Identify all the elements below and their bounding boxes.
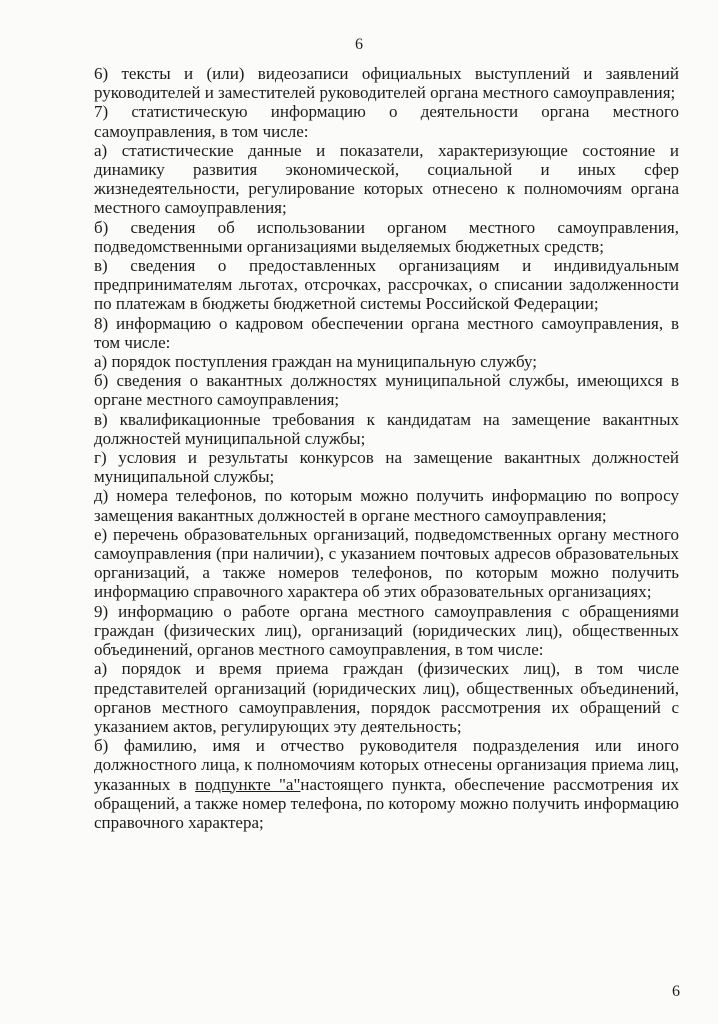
subpoint-a-link[interactable]: подпункте "а" <box>195 774 301 794</box>
paragraph-7: 7) статистическую информацию о деятельности органа местного самоуправления, в том числе: <box>94 102 679 141</box>
paragraph-6: 6) тексты и (или) видеозаписи официальных выступлений и заявлений руководителей и заместителей руководителей органа местного самоуправления; <box>94 64 679 103</box>
paragraph-7v: в) сведения о предоставленных организациям и индивидуальным предпринимателям льготах, отсрочках, рассрочках, о списании задолженности по платежам в бюджеты бюджетной системы Российской Федерации; <box>94 256 679 314</box>
paragraph-9b <box>94 736 679 832</box>
paragraph-8g: г) условия и результаты конкурсов на замещение вакантных должностей муниципальной службы; <box>94 448 679 487</box>
paragraph-7b: б) сведения об использовании органом местного самоуправления, подведомственными организациями выделяемых бюджетных средств; <box>94 217 679 256</box>
paragraph-8a: а) порядок поступления граждан на муниципальную службу; <box>94 352 537 372</box>
page-number-bottom: 6 <box>672 983 680 1000</box>
paragraph-8: 8) информацию о кадровом обеспечении органа местного самоуправления, в том числе: <box>94 313 679 352</box>
paragraph-8b: б) сведения о вакантных должностях муниципальной службы, имеющихся в органе местного самоуправления; <box>94 371 679 410</box>
paragraph-8d: д) номера телефонов, по которым можно получить информацию по вопросу замещения вакантных должностей в органе местного самоуправления; <box>94 486 679 525</box>
paragraph-9b-start: б) фамилию, имя и отчество руководителя подразделения или иного должностного лица, к полномочиям которых отнесены организация приема лиц, указанных в <box>94 736 679 794</box>
paragraph-8e: е) перечень образовательных организаций, подведомственных органу местного самоуправления (при наличии), с указанием почтовых адресов образовательных организаций, а также номеров телефонов, по которым можно получить информацию справочного характера об этих образовательных организациях; <box>94 524 679 602</box>
page-number-top: 6 <box>355 36 363 53</box>
paragraph-9b-end: настоящего пункта, обеспечение рассмотрения их обращений, а также номер телефона, по которому можно получить информацию справочного характера; <box>94 774 680 832</box>
document-body <box>94 64 679 832</box>
paragraph-9: 9) информацию о работе органа местного самоуправления с обращениями граждан (физических лиц), организаций (юридических лиц), общественных объединений, органов местного самоуправления, в том числе: <box>94 601 679 660</box>
paragraph-9a: а) порядок и время приема граждан (физических лиц), в том числе представителей организаций (юридических лиц), общественных объединений, органов местного самоуправления, порядок рассмотрения их обращений с указанием актов, регулирующих эту деятельность; <box>94 659 679 736</box>
paragraph-7a: а) статистические данные и показатели, характеризующие состояние и динамику развития экономической, социальной и иных сфер жизнедеятельности, регулирование которых отнесено к полномочиям органа местного самоуправления; <box>94 140 679 218</box>
paragraph-8v: в) квалификационные требования к кандидатам на замещение вакантных должностей муниципальной службы; <box>94 409 679 448</box>
